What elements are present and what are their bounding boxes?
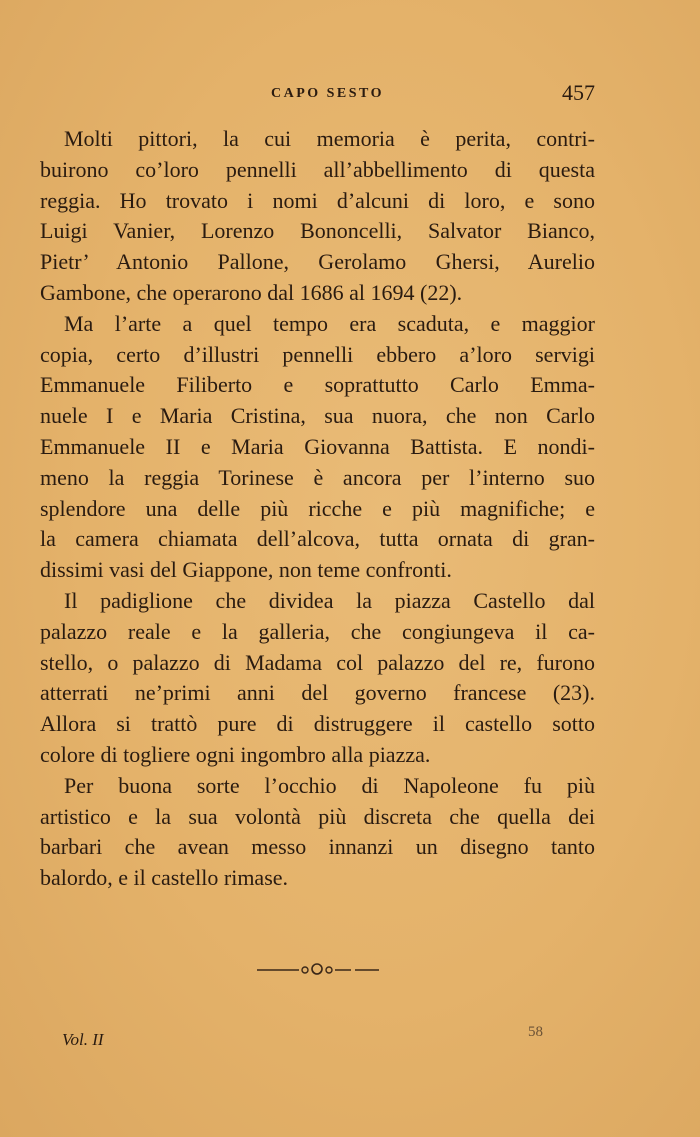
text-line: Luigi Vanier, Lorenzo Bononcelli, Salvator Bianco, [40,218,595,244]
paragraph [40,309,595,586]
text-line: Ma l’arte a quel tempo era scaduta, e maggior [64,310,595,336]
text-line: meno la reggia Torinese è ancora per l’interno suo [40,464,595,490]
text-line: buirono co’loro pennelli all’abbellimento di questa [40,156,595,182]
body-text [40,124,595,894]
running-title: CAPO SESTO [270,86,385,101]
text-line: copia, certo d’illustri pennelli ebbero a’loro servigi [40,341,595,367]
text-line: nuele I e Maria Cristina, sua nuora, che non Carlo [40,403,595,429]
text-line: splendore una delle più ricche e più magnifiche; e [40,495,595,521]
text-line: Il padiglione che dividea la piazza Castello dal [64,587,595,613]
paragraph [40,586,595,771]
text-line: Allora si trattò pure di distruggere il castello sotto [40,711,595,737]
page-number: 457 [562,80,595,105]
ornament-divider [255,958,381,982]
text-line: Emmanuele Filiberto e soprattutto Carlo Emma- [40,372,595,398]
signature-mark: 58 [528,1024,543,1040]
text-line: atterrati ne’primi anni del governo francese (23). [40,680,595,706]
text-line: Gambone, che operarono dal 1686 al 1694 (22). [40,279,463,305]
paragraph [40,771,595,894]
page-header [60,80,595,112]
text-line: Molti pittori, la cui memoria è perita, contri- [64,126,595,151]
text-line: stello, o palazzo di Madama col palazzo del re, furono [40,649,595,675]
paragraph [40,124,595,309]
text-line: Per buona sorte l’occhio di Napoleone fu più [64,772,595,798]
text-line: Emmanuele II e Maria Giovanna Battista. E nondi- [40,433,595,459]
text-line: barbari che avean messo innanzi un disegno tanto [40,834,595,860]
text-line: colore di togliere ogni ingombro alla piazza. [40,741,431,767]
volume-mark: Vol. II [62,1030,104,1049]
text-line: reggia. Ho trovato i nomi d’alcuni di loro, e sono [40,187,595,213]
text-line: Pietr’ Antonio Pallone, Gerolamo Ghersi, Aurelio [40,249,595,275]
text-line: artistico e la sua volontà più discreta che quella dei [40,803,595,829]
text-line: palazzo reale e la galleria, che congiungeva il ca- [40,618,595,644]
text-line: la camera chiamata dell’alcova, tutta ornata di gran- [40,526,595,552]
text-line: balordo, e il castello rimase. [40,865,289,891]
text-line: dissimi vasi del Giappone, non teme confronti. [40,557,452,583]
